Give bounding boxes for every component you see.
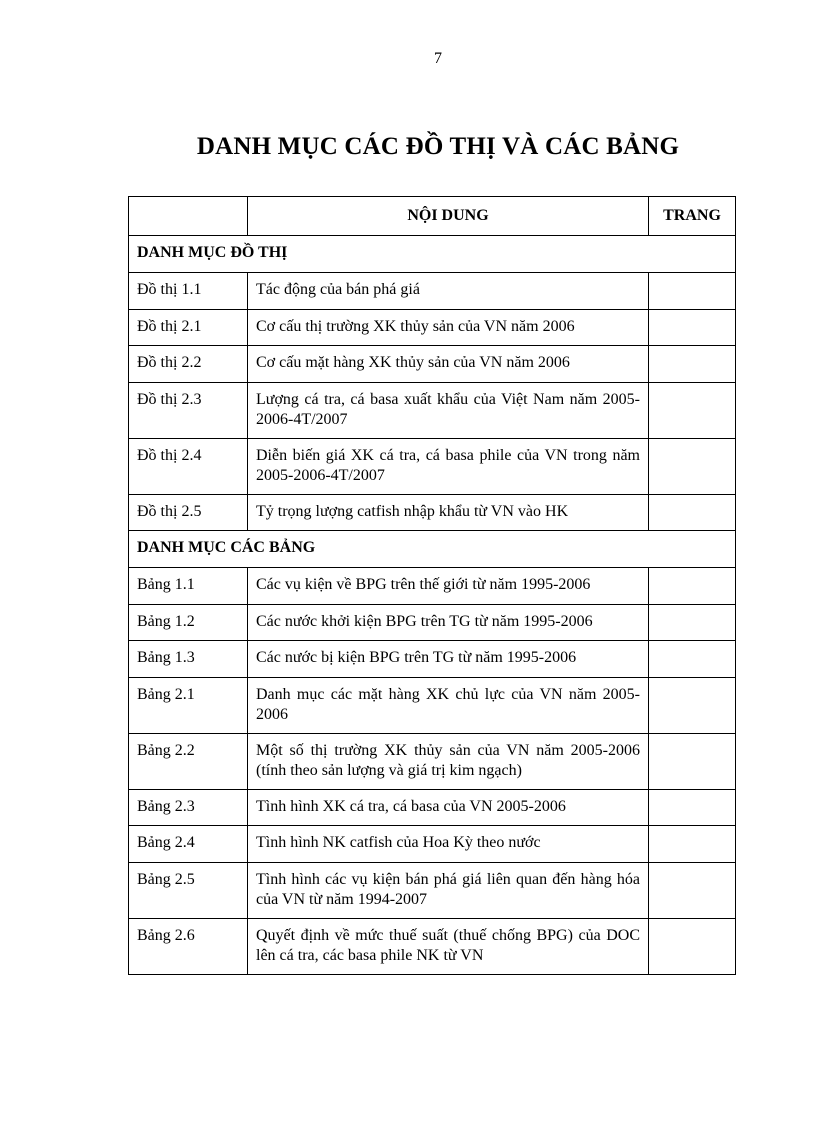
table-row — [129, 382, 736, 438]
table-row — [129, 494, 736, 531]
row-content: Các nước bị kiện BPG trên TG từ năm 1995-2006 — [248, 641, 649, 678]
row-content: Tình hình các vụ kiện bán phá giá liên quan đến hàng hóa của VN từ năm 1994-2007 — [248, 862, 649, 918]
contents-table — [128, 196, 736, 975]
table-row — [129, 438, 736, 494]
row-content: Các nước khởi kiện BPG trên TG từ năm 1995-2006 — [248, 604, 649, 641]
row-page — [649, 733, 736, 789]
page-title: DANH MỤC CÁC ĐỒ THỊ VÀ CÁC BẢNG — [196, 133, 680, 160]
section-title: DANH MỤC ĐỒ THỊ — [129, 236, 736, 273]
row-content: Tình hình XK cá tra, cá basa của VN 2005-2006 — [248, 789, 649, 826]
header-content-cell: NỘI DUNG — [248, 197, 649, 236]
row-content: Tỷ trọng lượng catfish nhập khẩu từ VN vào HK — [248, 494, 649, 531]
row-page — [649, 604, 736, 641]
row-label: Đồ thị 2.2 — [129, 346, 248, 383]
row-content: Một số thị trường XK thủy sản của VN năm 2005-2006 (tính theo sản lượng và giá trị kim ngạch) — [248, 733, 649, 789]
row-content: Tác động của bán phá giá — [248, 273, 649, 310]
row-page — [649, 918, 736, 974]
table-row — [129, 309, 736, 346]
row-page — [649, 382, 736, 438]
table-row — [129, 789, 736, 826]
row-label: Bảng 2.1 — [129, 677, 248, 733]
row-page — [649, 789, 736, 826]
row-label: Bảng 1.2 — [129, 604, 248, 641]
row-page — [649, 438, 736, 494]
section-row-tables — [129, 531, 736, 568]
row-page — [649, 862, 736, 918]
row-label: Đồ thị 2.3 — [129, 382, 248, 438]
row-page — [649, 677, 736, 733]
row-page — [649, 309, 736, 346]
section-title: DANH MỤC CÁC BẢNG — [129, 531, 736, 568]
row-content: Các vụ kiện về BPG trên thế giới từ năm 1995-2006 — [248, 568, 649, 605]
row-content: Cơ cấu mặt hàng XK thủy sản của VN năm 2006 — [248, 346, 649, 383]
table-row — [129, 677, 736, 733]
row-content: Lượng cá tra, cá basa xuất khẩu của Việt Nam năm 2005-2006-4T/2007 — [248, 382, 649, 438]
table-row — [129, 826, 736, 863]
table-row — [129, 641, 736, 678]
table-row — [129, 346, 736, 383]
row-label: Bảng 2.3 — [129, 789, 248, 826]
table-row — [129, 918, 736, 974]
row-content: Tình hình NK catfish của Hoa Kỳ theo nước — [248, 826, 649, 863]
table-row — [129, 862, 736, 918]
row-label: Bảng 2.2 — [129, 733, 248, 789]
table-row — [129, 604, 736, 641]
row-content: Danh mục các mặt hàng XK chủ lực của VN năm 2005-2006 — [248, 677, 649, 733]
row-label: Bảng 2.4 — [129, 826, 248, 863]
row-label: Đồ thị 2.1 — [129, 309, 248, 346]
row-label: Đồ thị 2.4 — [129, 438, 248, 494]
row-page — [649, 494, 736, 531]
row-label: Bảng 2.5 — [129, 862, 248, 918]
header-label-cell — [129, 197, 248, 236]
row-content: Diễn biến giá XK cá tra, cá basa phile của VN trong năm 2005-2006-4T/2007 — [248, 438, 649, 494]
row-page — [649, 273, 736, 310]
table-row — [129, 273, 736, 310]
row-page — [649, 346, 736, 383]
row-label: Đồ thị 2.5 — [129, 494, 248, 531]
row-label: Bảng 2.6 — [129, 918, 248, 974]
row-content: Quyết định về mức thuế suất (thuế chống BPG) của DOC lên cá tra, các basa phile NK từ VN — [248, 918, 649, 974]
section-row-charts — [129, 236, 736, 273]
table-row — [129, 568, 736, 605]
row-page — [649, 568, 736, 605]
row-page — [649, 826, 736, 863]
table-row — [129, 733, 736, 789]
row-content: Cơ cấu thị trường XK thủy sản của VN năm 2006 — [248, 309, 649, 346]
row-page — [649, 641, 736, 678]
header-page-cell: TRANG — [649, 197, 736, 236]
header-row — [129, 197, 736, 236]
row-label: Đồ thị 1.1 — [129, 273, 248, 310]
row-label: Bảng 1.1 — [129, 568, 248, 605]
row-label: Bảng 1.3 — [129, 641, 248, 678]
page-number: 7 — [434, 50, 442, 67]
